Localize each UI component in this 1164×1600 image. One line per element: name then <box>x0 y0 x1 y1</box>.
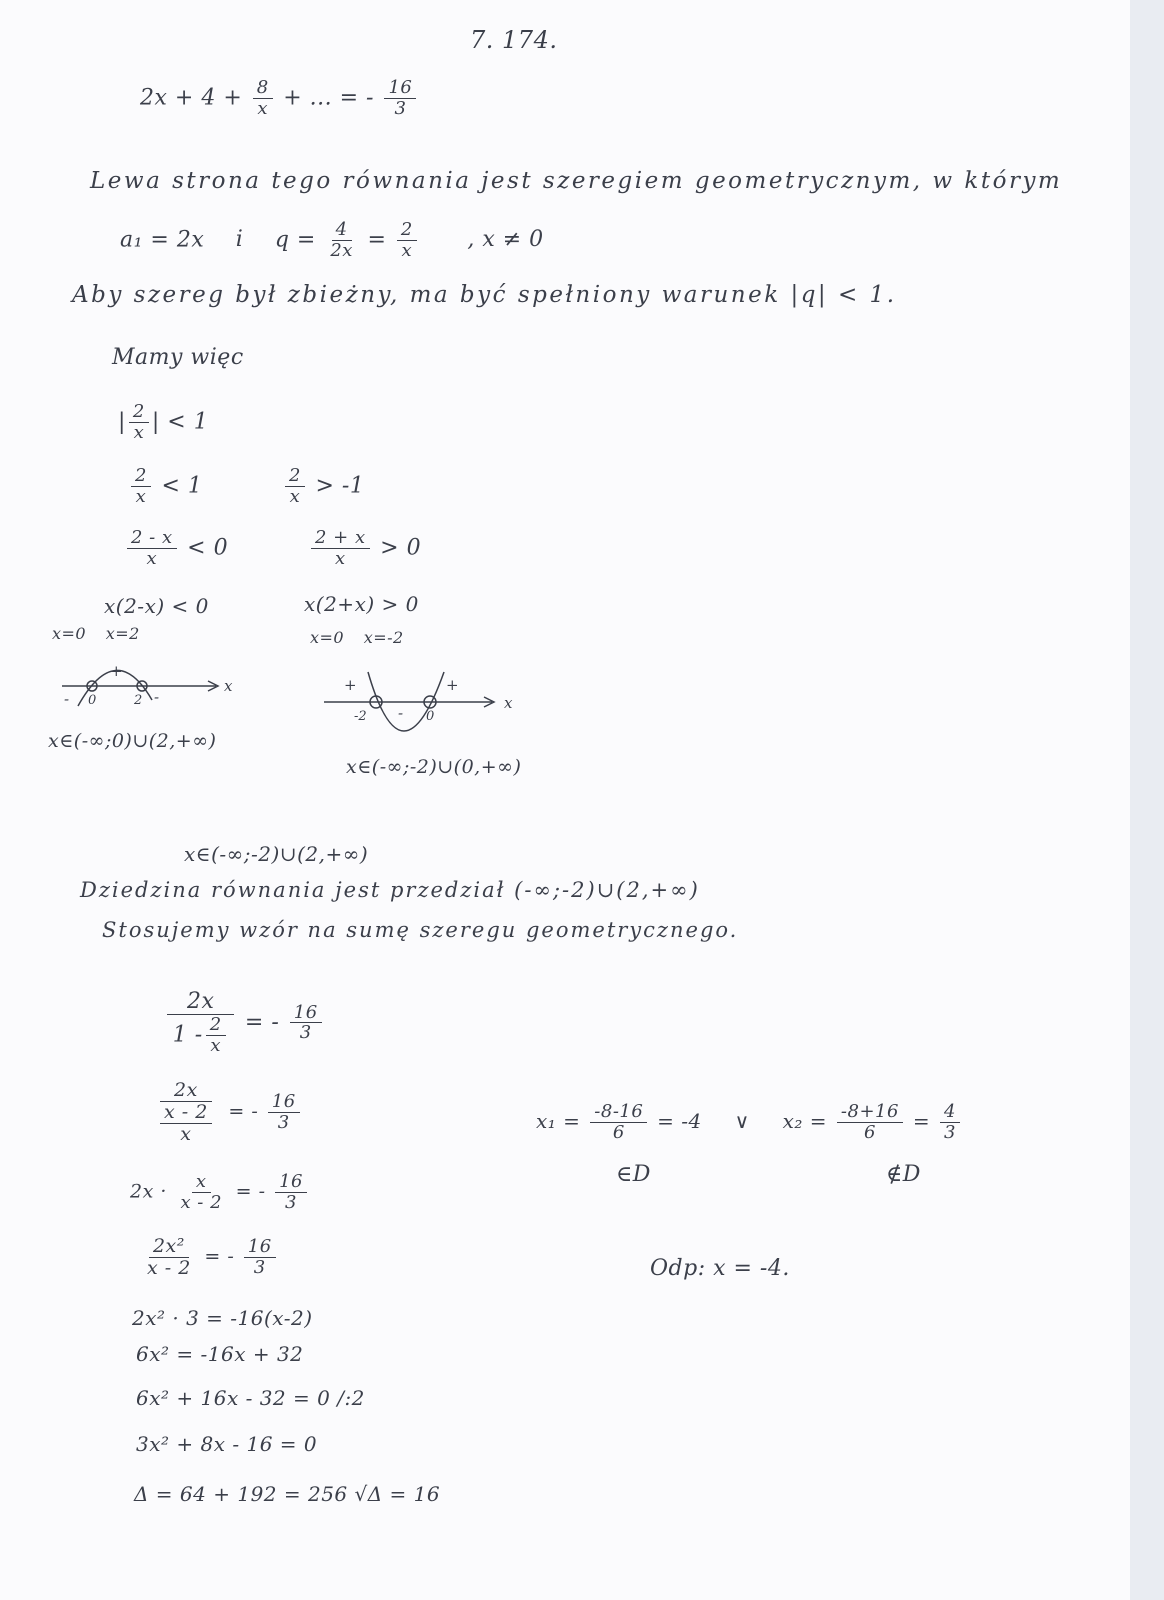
x1-lhs: x₁ = <box>536 1108 581 1133</box>
equation-lhs: 2x + 4 + <box>140 85 243 111</box>
step-5: 2x² · 3 = -16(x-2) <box>132 1306 313 1330</box>
step1-den <box>169 1015 233 1056</box>
ineq-right2-num: 2 + x <box>311 528 370 549</box>
right-tick-b: 0 <box>426 709 435 724</box>
q-num: 4 <box>332 220 352 241</box>
right-minus: - <box>398 704 404 722</box>
domain-statement: Dziedzina równania jest przedział (-∞;-2)∪(2,+∞) <box>80 878 700 902</box>
step4-num: 2x² <box>149 1236 189 1258</box>
term3-den: x <box>257 97 269 119</box>
step1-rhs-den: 3 <box>299 1022 312 1044</box>
roots-line <box>536 1102 963 1143</box>
ineq-right-num: 2 <box>285 466 305 487</box>
ineq-right-product: x(2+x) > 0 <box>304 592 419 616</box>
intro-line1: Lewa strona tego równania jest szeregiem geometrycznym, w którym <box>90 168 1063 194</box>
left-axis-label: x <box>224 677 233 695</box>
step2-num: 2x <box>160 1080 212 1102</box>
abs-den: x <box>133 421 145 443</box>
ineq-left-num: 2 <box>131 466 151 487</box>
abs-inequality <box>118 402 208 443</box>
abs-frac <box>129 402 149 443</box>
step-1 <box>164 990 325 1056</box>
equation-tail: + ... = <box>283 85 359 111</box>
q-lhs: q = <box>274 227 316 253</box>
step4-rhs-frac <box>244 1237 276 1278</box>
ineq-left2-num: 2 - x <box>127 528 177 549</box>
ineq-right-2 <box>308 528 421 569</box>
equation-term3 <box>253 78 273 119</box>
step3-frac <box>176 1172 226 1213</box>
step1-den-frac-num: 2 <box>206 1015 226 1036</box>
step4-frac <box>143 1236 195 1279</box>
page-edge <box>1130 0 1164 1600</box>
x1-membership: ∈D <box>616 1162 651 1187</box>
step-6: 6x² = -16x + 32 <box>136 1342 304 1366</box>
step4-rhs-num: 16 <box>244 1237 276 1258</box>
q-eq: = <box>367 227 387 253</box>
q-den2: x <box>401 239 413 261</box>
step1-num: 2x <box>167 990 234 1015</box>
main-equation <box>140 78 419 119</box>
step2-den-den: x <box>180 1122 192 1145</box>
ineq-right-den: x <box>289 485 301 507</box>
right-tick-a: -2 <box>354 709 367 724</box>
x2-den2: 3 <box>943 1121 956 1143</box>
step1-rhs-frac <box>290 1003 322 1044</box>
ineq-right2-den: x <box>334 547 346 569</box>
step2-den <box>153 1102 219 1145</box>
step3-lhs: 2x · <box>130 1180 167 1203</box>
right-plus-a: + <box>344 676 357 694</box>
step2-rhs: = - <box>228 1100 259 1123</box>
ineq-left-1 <box>128 466 202 507</box>
abs-right: | < 1 <box>151 409 209 435</box>
ineq-left-den: x <box>135 485 147 507</box>
step2-frac <box>153 1080 219 1145</box>
final-answer: Odp: x = -4. <box>650 1256 790 1281</box>
combined-result: x∈(-∞;-2)∪(2,+∞) <box>184 842 369 866</box>
left-plus: + <box>110 662 123 680</box>
ineq-left-product: x(2-x) < 0 <box>104 594 209 618</box>
or-symbol: ∨ <box>734 1108 750 1133</box>
rhs-num: 16 <box>384 78 416 99</box>
abs-left: | <box>118 409 126 435</box>
problem-number: 7. 174. <box>470 26 558 54</box>
x2-num2: 4 <box>940 1102 960 1123</box>
equation-rhs-sign: - <box>366 85 374 111</box>
step3-rhs-den: 3 <box>285 1191 297 1213</box>
step-8: 3x² + 8x - 16 = 0 <box>136 1432 318 1456</box>
step2-rhs-den: 3 <box>277 1111 290 1133</box>
left-tick-a: 0 <box>88 693 97 708</box>
right-roots: x=0 x=-2 <box>310 628 404 647</box>
ineq-right-frac <box>285 466 305 507</box>
x2-den: 6 <box>863 1121 876 1143</box>
ineq-left2-rel: < 0 <box>187 535 229 561</box>
step3-frac-den: x - 2 <box>180 1191 223 1213</box>
intro-line3: Aby szereg był zbieżny, ma być spełniony warunek |q| < 1. <box>72 282 897 308</box>
step-4 <box>140 1236 279 1279</box>
left-sign-chart <box>48 648 258 716</box>
step1-frac <box>167 990 234 1056</box>
step2-rhs-frac <box>268 1092 300 1133</box>
step2-rhs-num: 16 <box>268 1092 300 1113</box>
step1-rhs-num: 16 <box>290 1003 322 1024</box>
x2-lhs: x₂ = <box>782 1108 828 1133</box>
step1-den-frac-den: x <box>210 1034 221 1056</box>
intro-line4: Mamy więc <box>112 345 244 370</box>
ineq-left-rel: < 1 <box>161 473 203 499</box>
step-3 <box>130 1172 310 1213</box>
step-7: 6x² + 16x - 32 = 0 /:2 <box>136 1386 365 1410</box>
step4-den: x - 2 <box>147 1256 191 1279</box>
left-minus: - <box>154 688 160 706</box>
step3-rhs-num: 16 <box>275 1172 307 1193</box>
formula-statement: Stosujemy wzór na sumę szeregu geometrycznego. <box>102 918 739 942</box>
step1-den-a: 1 - <box>172 1022 203 1048</box>
x2-num: -8+16 <box>837 1102 903 1123</box>
left-result: x∈(-∞;0)∪(2,+∞) <box>48 730 217 752</box>
step2-den-num: x - 2 <box>160 1102 212 1124</box>
step2-den-frac <box>160 1102 212 1145</box>
and-word: i <box>235 227 244 253</box>
step3-frac-num: x <box>192 1172 211 1193</box>
ineq-right2-frac <box>311 528 370 569</box>
ineq-left2-den: x <box>146 547 158 569</box>
step-9: Δ = 64 + 192 = 256 √Δ = 16 <box>134 1482 441 1506</box>
step1-den-frac <box>206 1015 226 1056</box>
x2-frac <box>837 1102 903 1143</box>
q-den: 2x <box>330 239 353 261</box>
step4-rhs: = - <box>204 1245 235 1268</box>
ineq-left-frac <box>131 466 151 507</box>
equation-rhs <box>384 78 416 119</box>
right-plus-b: + <box>446 676 459 694</box>
x2-eq: = <box>912 1108 931 1133</box>
q-frac2 <box>397 220 417 261</box>
ineq-right-1 <box>282 466 364 507</box>
ineq-left-2 <box>124 528 228 569</box>
x1-frac <box>590 1102 647 1143</box>
right-axis-label: x <box>504 694 513 712</box>
abs-num: 2 <box>129 402 149 423</box>
q-frac1 <box>326 220 357 261</box>
x2-membership: ∉D <box>886 1162 921 1187</box>
intro-definitions <box>120 220 544 261</box>
ineq-left2-frac <box>127 528 177 569</box>
left-minus-left: - <box>64 690 70 708</box>
x2-frac2 <box>940 1102 960 1143</box>
step-2 <box>150 1080 303 1145</box>
step1-rhs: = - <box>244 1009 280 1035</box>
x1-num: -8-16 <box>590 1102 647 1123</box>
term3-num: 8 <box>253 78 273 99</box>
step3-rhs: = - <box>235 1180 266 1203</box>
ineq-right2-rel: > 0 <box>380 535 422 561</box>
rhs-den: 3 <box>394 97 407 119</box>
step4-rhs-den: 3 <box>253 1256 266 1278</box>
right-result: x∈(-∞;-2)∪(0,+∞) <box>346 756 522 778</box>
ineq-right-rel: > -1 <box>315 473 365 499</box>
step3-rhs-frac <box>275 1172 307 1213</box>
left-roots: x=0 x=2 <box>52 624 140 643</box>
x-condition: , x ≠ 0 <box>467 227 544 253</box>
x1-den: 6 <box>612 1121 625 1143</box>
a1-def: a₁ = 2x <box>120 227 205 253</box>
x1-value: = -4 <box>657 1108 702 1133</box>
q-num2: 2 <box>397 220 417 241</box>
right-sign-chart <box>320 670 540 740</box>
left-tick-b: 2 <box>134 693 143 708</box>
